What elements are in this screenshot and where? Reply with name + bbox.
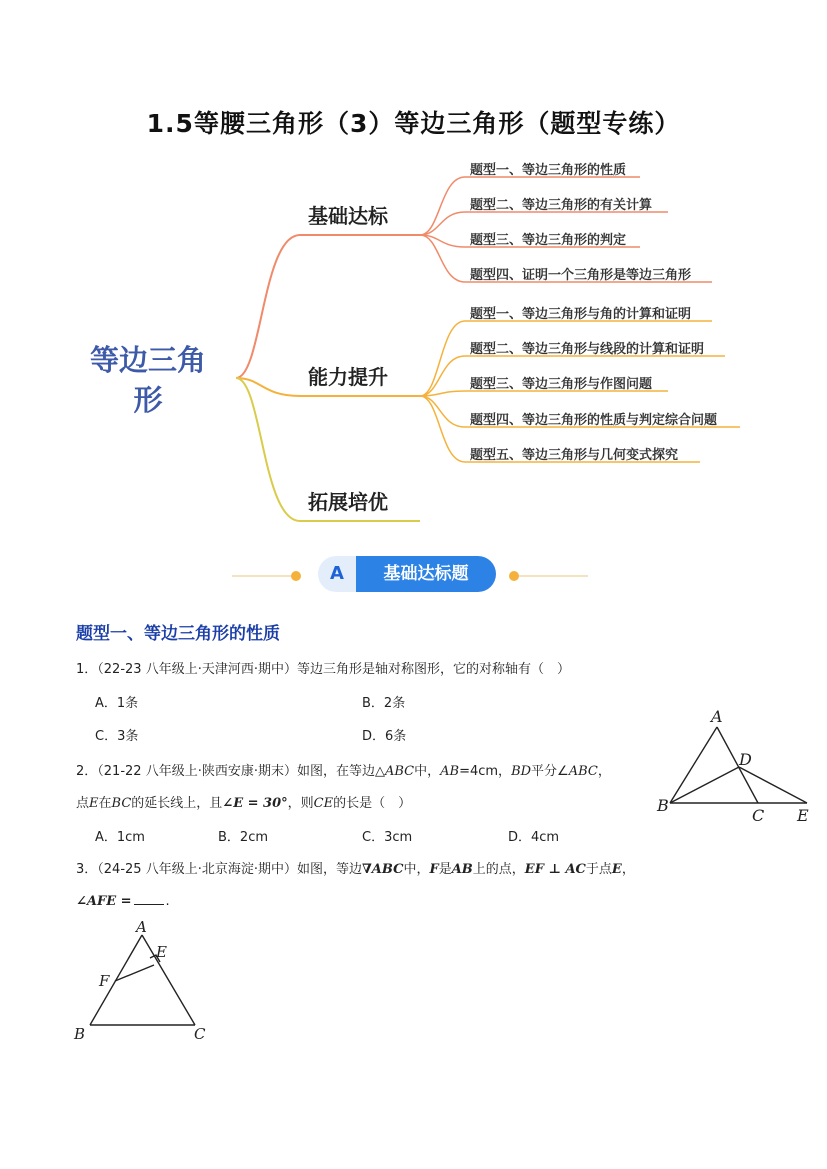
math-var: CE (313, 796, 334, 811)
question-1 (76, 658, 570, 677)
question-text: 的延长线上，且 (131, 796, 223, 811)
question-text: =4cm， (459, 764, 512, 779)
mindmap-leaf: 题型五、等边三角形与几何变式探究 (470, 448, 679, 463)
q1-option-d: D．6条 (362, 729, 407, 744)
section-badge-letter: A (318, 556, 356, 592)
figure-label-f: F (99, 972, 110, 990)
question-3-line-2 (76, 892, 170, 909)
question-text: . (165, 894, 170, 909)
math-var: AB (451, 862, 473, 877)
question-text: ， (621, 862, 635, 877)
mindmap-leaf: 题型二、等边三角形的有关计算 (470, 198, 653, 213)
math-expression: ∠E = 30° (222, 796, 288, 811)
q2-triangle-figure (655, 705, 815, 827)
answer-blank[interactable] (134, 892, 164, 905)
mindmap-branch-extension: 拓展培优 (308, 490, 388, 514)
figure-label-e: E (797, 806, 809, 825)
mindmap-leaf: 题型二、等边三角形与线段的计算和证明 (470, 342, 705, 357)
question-text: 等边三角形是轴对称图形，它的对称轴有（ ） (296, 662, 570, 677)
question-source: （21-22 八年级上·陕西安康·期末） (97, 764, 297, 779)
mindmap-leaf: 题型四、等边三角形的性质与判定综合问题 (470, 413, 718, 428)
math-var: BD (511, 764, 532, 779)
q2-option-c: C．3cm (362, 830, 413, 845)
question-text: 点 (76, 796, 90, 811)
q1-option-c: C．3条 (95, 729, 139, 744)
question-number: 1． (76, 662, 98, 677)
question-text: 如图，等边 (296, 862, 362, 877)
math-expression: ∇ABC (361, 862, 404, 877)
question-text: 是 (438, 862, 452, 877)
page-title: 1.5等腰三角形（3）等边三角形（题型专练） (146, 109, 681, 138)
mindmap-central-topic: 等边三角 形 (89, 343, 206, 417)
math-var: F (429, 862, 439, 877)
question-text: 中， (414, 764, 441, 779)
question-3 (76, 858, 635, 877)
mindmap-branch-ability: 能力提升 (308, 365, 388, 389)
section-badge-title: 基础达标题 (356, 556, 496, 592)
question-2-line-2 (76, 792, 411, 811)
math-var: E (611, 862, 622, 877)
question-text: 的长是（ ） (333, 796, 412, 811)
figure-label-e: E (156, 943, 167, 961)
figure-label-a: A (711, 707, 723, 726)
q1-option-a: A．1条 (95, 696, 139, 711)
math-var: E (89, 796, 99, 811)
mindmap-connectors (0, 0, 827, 560)
figure-label-b: B (657, 796, 669, 815)
mindmap-leaf: 题型三、等边三角形的判定 (470, 233, 627, 248)
q3-triangle-figure (70, 915, 220, 1050)
q2-option-a: A．1cm (95, 830, 145, 845)
mindmap-leaf: 题型一、等边三角形与角的计算和证明 (470, 307, 692, 322)
question-text: ， (597, 764, 611, 779)
figure-label-c: C (752, 806, 765, 825)
mindmap-leaf: 题型四、证明一个三角形是等边三角形 (470, 268, 692, 283)
question-text: 上的点， (472, 862, 525, 877)
math-expression: ∠AFE = (76, 894, 132, 909)
question-text: 于点 (585, 862, 612, 877)
question-text: 中， (403, 862, 430, 877)
mindmap-leaf: 题型一、等边三角形的性质 (470, 163, 627, 178)
math-var: ABC (384, 764, 415, 779)
q1-option-b: B．2条 (362, 696, 406, 711)
q2-option-d: D．4cm (508, 830, 560, 845)
question-text: 如图，在等边△ (296, 764, 385, 779)
question-source: （22-23 八年级上·天津河西·期中） (97, 662, 297, 677)
mindmap-leaf: 题型三、等边三角形与作图问题 (470, 377, 653, 392)
question-text: ，则 (287, 796, 314, 811)
question-text: 在 (98, 796, 112, 811)
question-number: 3． (76, 862, 98, 877)
math-expression: EF ⊥ AC (524, 862, 586, 877)
figure-label-d: D (739, 750, 752, 769)
question-type-heading: 题型一、等边三角形的性质 (76, 624, 280, 644)
math-var: AB (440, 764, 460, 779)
q2-option-b: B．2cm (218, 830, 269, 845)
question-2 (76, 760, 611, 779)
question-source: （24-25 八年级上·北京海淀·期中） (97, 862, 297, 877)
mindmap-branch-basic: 基础达标 (308, 204, 388, 228)
question-number: 2． (76, 764, 98, 779)
math-var: BC (111, 796, 132, 811)
figure-label-b: B (74, 1025, 86, 1043)
math-var: ABC (568, 764, 598, 779)
figure-label-c: C (194, 1025, 206, 1043)
figure-label-a: A (136, 918, 147, 936)
question-text: 平分∠ (531, 764, 569, 779)
